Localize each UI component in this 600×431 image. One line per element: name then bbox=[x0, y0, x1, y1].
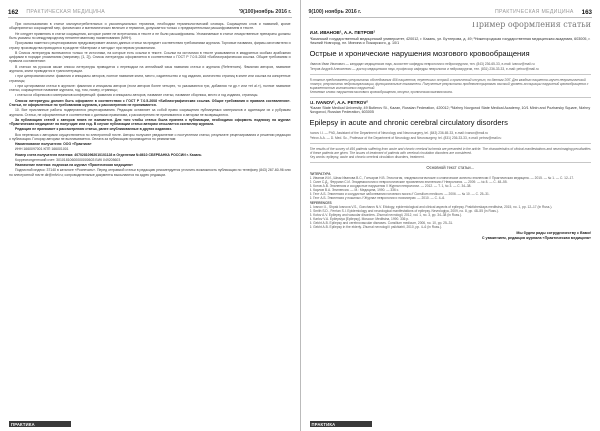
body-paragraph: Подписной индекс: 37140 в каталоге «Роспечать». Перед отправкой статьи в редакцию рекомендуется уточнить возможность публикации по телефону (843) 267-60-96 или по электронной почте dir@mfvt.ru; сопроводительные документы высылаются на адрес редакции. bbox=[9, 168, 291, 177]
reference-item: 2. Smith S.D., Ferrian S.I. Epidemiology and neurological manifestations of epilepsy. Nevrologiya, 2009, no. 8, pp. 48–55 (in Russ.). bbox=[309, 209, 499, 214]
reference-item: 5. Гехт А.Б. Эпилепсия и сосудистые заболевания головного мозга // Consilium medicum. — 2006. — № 10. — С. 25–31. bbox=[309, 192, 490, 197]
reference-item: 6. Гехт А.Б. Эпилепсия у пожилых // Журнал неврологии и психиатрии. — 2010. — С. 4–6. bbox=[309, 196, 446, 201]
section-title: ПРАКТИЧЕСКАЯ МЕДИЦИНА bbox=[495, 9, 574, 15]
en-keywords: Key words: epilepsy, acute and chronic cerebral circulation disorders, treatment. bbox=[309, 155, 425, 160]
ru-affiliation: ¹Казанский государственный медицинский университет, 420012, г. Казань, ул. Бутлерова, д. 49; ²Нижегородская государственная медицинская академия, 603005, г. Нижний Новгород, пл. Минина и Пожарского, д. 10/1 bbox=[309, 36, 591, 46]
page-number: 163 bbox=[581, 8, 592, 16]
body-paragraph: Редакция не принимает к рассмотрению статьи, ранее опубликованные в других изданиях. bbox=[15, 127, 173, 132]
body-paragraph: Программа пакетного рецензирования предусматривает анализ данных статьи на предмет соответствия требованиям журнала. Торговые названия, фирмы-изготовители и страну производства приводятся в разделе «Материал и методы» при первом упоминании. bbox=[9, 41, 291, 50]
en-abstract: The results of the survey of 456 patients suffering from acute and chronic cerebral ischemia are presented in the article. The characteristics of clinical manifestations and neuroimaging peculiarities of these patients are given. The issues of treatment of patients with cerebral circulation disorders are considered. bbox=[309, 147, 591, 156]
divider bbox=[310, 97, 592, 98]
body-paragraph: Номер счета получателя платежа: 40702810962010101128 в Отделении №8610 СБЕРБАНКА РОССИИ г. Казань bbox=[15, 152, 202, 157]
right-page-body bbox=[310, 22, 592, 413]
body-paragraph: За публикацию статей с авторов плата не взимается. Для того чтобы статья была принята к публикации, необходимо оформить подписку на журнал «Практическая медицина» на полугодие или год. В случае публикации статьи авторам отсылается экземпляр журнала. bbox=[9, 117, 291, 127]
page-number: 162 bbox=[8, 8, 19, 16]
issue-label: 9(100) ноябрь 2016 г. bbox=[308, 9, 362, 15]
ru-keywords: Ключевые слова: нарушения мозгового кровообращения, инсульт, хроническая ишемия мозга. bbox=[309, 89, 453, 94]
en-authors: I.I. IVANOV¹, A.A. PETROV² bbox=[309, 99, 368, 105]
right-page bbox=[301, 0, 600, 431]
thanks-line: Мы будем рады сотрудничеству с Вами! bbox=[516, 231, 591, 236]
references-heading: REFERENCES bbox=[309, 201, 332, 206]
contact-line: Петров Андрей Алексеевич — доктор медицинских наук, профессор кафедры неврологии и нейрохирургии, тел. (831) 236-33-33, e-mail: petrov@mail.ru bbox=[309, 66, 539, 71]
page-header bbox=[8, 7, 292, 18]
reference-item: 4. Карлов В.А. Эпилепсия. — М.: Медицина, 1990. — 336 с. bbox=[309, 188, 400, 193]
thanks-line: С уважением, редакция журнала «Практическая медицина» bbox=[481, 235, 591, 240]
reference-item: 1. Ivanov I.I., Shpak Ivanova V.S., Goncharov N.V. Etiology, epidemiological and clinical aspects of epilepsy. Prakticheskaya meditsina, 2015, no. 1, pp. 12–17 (in Russ.). bbox=[309, 205, 553, 210]
body-paragraph: Корреспондентский счет: 30101810600000000603 БИК 049205603 bbox=[15, 157, 121, 162]
footer-brand: ПРАКТИКА bbox=[9, 421, 71, 427]
divider bbox=[310, 162, 592, 163]
page-header bbox=[309, 7, 593, 18]
reference-item: 2. Смит С.Д., Ферриан С.И. Эпидемиология и неврологические проявления эпилепсии // Неврология. — 2009. — № 8. — С. 48–55. bbox=[309, 180, 508, 185]
body-paragraph: Наименование получателя: ООО «Практика» bbox=[15, 142, 92, 147]
reference-item: 6. Gekht A.B. Epilepsy in the elderly. Zhurnal nevrologii i psikhiatrii, 2010, pp. 4–6 (in Russ.). bbox=[309, 225, 443, 230]
references-heading: ЛИТЕРАТУРА bbox=[309, 172, 331, 177]
ru-contacts bbox=[310, 62, 592, 71]
body-paragraph: Вся переписка с авторами осуществляется по электронной почте. Авторы получают уведомление о поступлении статьи, результате рецензирования и решении редакции о публикации. Гонорар авторам не выплачивается. Оплата за публикацию производится по реквизитам: bbox=[9, 132, 291, 141]
body-paragraph: • при цитировании статьи в журнале: фамилия и инициалы авторов (если авторов более четырех, то указываются три, добавляя «и др.» или «et al.»), полное название статьи, сокращенное название журнала, год, том, номер, страницы; bbox=[9, 83, 291, 93]
issue-label: '9(100)ноябрь 2016 г. bbox=[238, 9, 292, 15]
reference-item: 4. Karlov V.A. Epilepsiya [Epilepsy]. Moscow: Meditsina, 1990. 336 p. bbox=[309, 217, 410, 222]
body-paragraph: Назначение платежа: подписка на журнал «Практическая медицина» bbox=[15, 163, 133, 168]
body-paragraph: При использовании в статье малоупотребительных и узкоспециальных терминов, необходим терминологический словарь. Сокращения слов и названий, кроме общепринятых сокращений мер, физических и математических величин и терминов, допускается только с предварительным расшифрованием в тексте. bbox=[9, 22, 291, 31]
en-article-title: Epilepsy in acute and chronic cerebral circulatory disorders bbox=[309, 117, 508, 127]
en-contacts bbox=[310, 131, 592, 140]
reference-item: 3. Kotov A.V. Epilepsy and vascular disorders. Zhurnal nevrologii, 2012, vol. 1, no. 3, pp. 34–38 (in Russ.). bbox=[309, 213, 463, 218]
divider bbox=[310, 74, 592, 75]
section-title: ПРАКТИЧЕСКАЯ МЕДИЦИНА bbox=[26, 9, 105, 15]
references-en bbox=[310, 201, 592, 229]
reference-item: 1. Иванов И.И., Шпак Иванова В.С., Гончаров Н.В. Этиология, эпидемиологические и клинические аспекты эпилепсии // Практическая медицина. — 2015. — № 1. — С. 12–17. bbox=[309, 176, 575, 181]
body-paragraph: Не следует применять в статье сокращения, которые ранее не встречались в тексте и не были расшифрованы. Упоминаемые в статье лекарственные препараты должны быть указаны по международному непатентованному наименованию (МНН). bbox=[9, 31, 291, 40]
left-page-body bbox=[9, 22, 291, 413]
example-heading: Пример оформления статьи bbox=[471, 22, 591, 29]
body-paragraph: • статьи из сборников и материалов конференций: фамилия и инициалы авторов, название статьи, название сборника, место и год издания, страницы. bbox=[15, 93, 259, 98]
contact-line: Petrov A.A. — D. Med. Sc., Professor of the Department of Neurology and Neurosurgery, tel. (831) 236-33-33, e-mail: petrov@mail.ru bbox=[309, 136, 502, 141]
body-paragraph: В Список литературы включаются только те источники, на которые есть ссылки в тексте. Ссылки на источники в тексте указываются в квадратных скобках арабскими цифрами в порядке упоминания (например, [1, 2]). Список литературы оформляется в соответствии с ГОСТ Р 7.0.5-2008 «Библиографическая ссылка. Общие требования и правила составления». bbox=[9, 50, 291, 64]
ru-authors: И.И. ИВАНОВ¹, А.А. ПЕТРОВ² bbox=[309, 30, 375, 36]
ru-abstract: В статье представлены результаты обследования 456 пациентов, перенесших острый и хронический инсульт, по данным ЭЭГ. Для каждого пациента изучен неврологический статус, результаты нейровизуализации, функциональные показатели. Полученные результаты продемонстрировали высокий уровень ассоциации нарушений кровообращения с выраженностью когнитивных нарушений. bbox=[309, 77, 589, 90]
contact-line: Иванов Иван Иванович — кандидат медицинских наук, ассистент кафедры неврологии и нейрохирургии, тел. (843) 236-65-33, e-mail: ivanov@mail.ru bbox=[309, 62, 535, 67]
contact-line: Ivanov I.I. — PhD, Assistant of the Department of Neurology and Neurosurgery, tel. (843) 236-65-33, e-mail: ivanov@mail.ru bbox=[309, 131, 488, 136]
footer-brand: ПРАКТИКА bbox=[310, 421, 372, 427]
references-ru bbox=[310, 172, 592, 200]
reference-item: 5. Gekht A.B. Epilepsy and cerebrovascular diseases. Consilium medicum, 2006, no. 10, pp. 25–31. bbox=[309, 221, 454, 226]
ru-article-title: Острые и хронические нарушения мозгового кровообращения bbox=[309, 48, 530, 58]
body-paragraph: 10. Все присланные работы подвергаются рецензированию. Редакция оставляет за собой право сокращения публикуемых материалов и адаптации их к рубрикам журнала. Статьи, не оформленные в соответствии с данными правилами, к рассмотрению не принимаются и авторам не возвращаются. bbox=[9, 108, 291, 117]
divider bbox=[310, 143, 592, 144]
body-paragraph: • при цитировании книги: фамилия и инициалы авторов, полное название книги, место, издательство и год издания, количество страниц в книге или ссылка на конкретные страницы; bbox=[9, 74, 291, 83]
body-paragraph: ИНН 1660097001 КПП 166001001 bbox=[15, 147, 69, 152]
en-affiliation: ¹Kazan State Medical University, 49 Butlerov St., Kazan, Russian Federation, 420012; ²Nizhny Novgorod State Medical Academy, 10/1 Minin and Pozharsky Square, Nizhny Novgorod, Russian Federation, 603005 bbox=[309, 106, 591, 115]
body-paragraph: В статьях на русском языке список литературы приводится с переводом на английский язык названия статьи и журнала (References). Фамилии авторов, название журнала, книги приводятся в транслитерации. bbox=[9, 64, 291, 73]
main-text-heading: Основной текст статьи... bbox=[426, 165, 475, 171]
body-paragraph: Список литературы должен быть оформлен в соответствии с ГОСТ Р 7.0.5-2008 «Библиографическая ссылка. Общие требования и правила составления». Статьи, не оформленные по требованиям журнала, к рассмотрению не принимаются. bbox=[9, 98, 291, 107]
reference-item: 3. Котов А.В. Эпилепсия и сосудистые нарушения // Журнал неврологии. — 2012. — Т. 1, № 3. — С. 34–38. bbox=[309, 184, 472, 189]
